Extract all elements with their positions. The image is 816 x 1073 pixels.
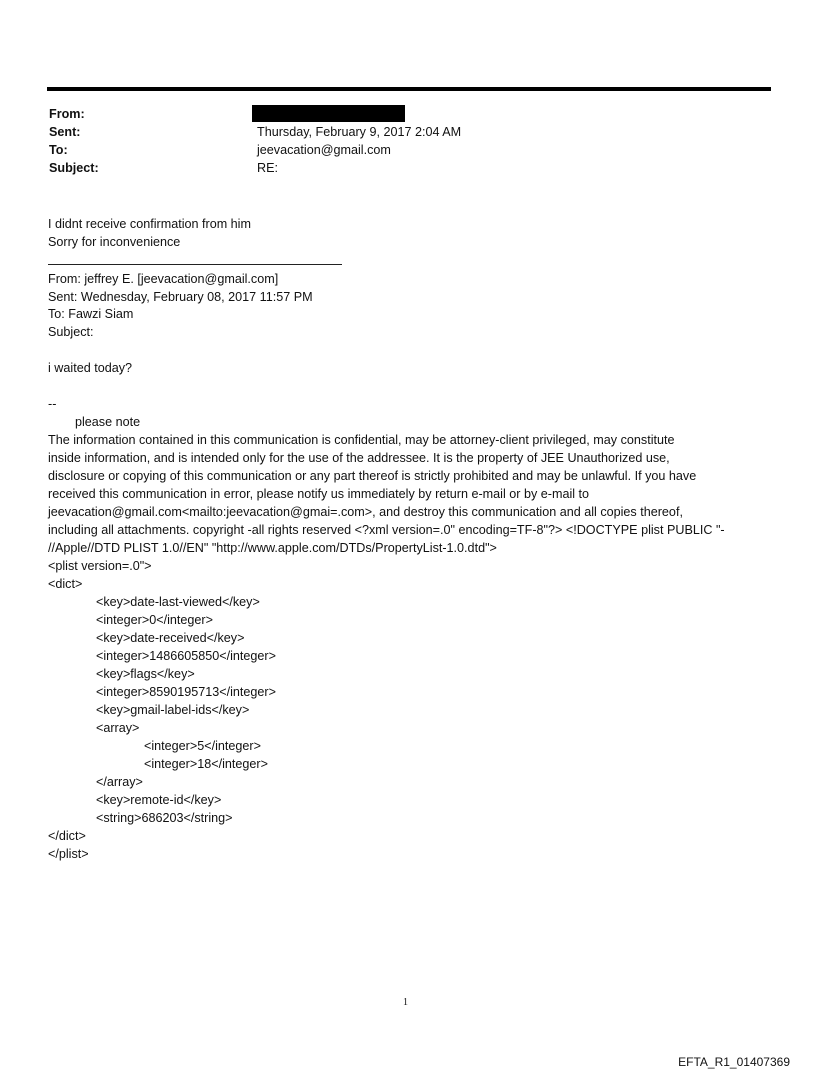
top-rule	[47, 87, 771, 91]
plist-line: <integer>0</integer>	[96, 613, 213, 627]
plist-line: <integer>1486605850</integer>	[96, 649, 276, 663]
reply-line-2: Sorry for inconvenience	[48, 235, 181, 249]
to-label: To:	[49, 143, 68, 157]
plist-line: <integer>5</integer>	[144, 739, 261, 753]
reply-line-1: I didnt receive confirmation from him	[48, 217, 251, 231]
sent-label: Sent:	[49, 125, 81, 139]
redaction-box	[252, 105, 405, 122]
plist-line: </array>	[96, 775, 143, 789]
disclaimer-line: The information contained in this communication is confidential, may be attorney-client privileged, may constitute	[48, 433, 675, 447]
disclaimer-line: received this communication in error, please notify us immediately by return e-mail or by e-mail to	[48, 487, 590, 501]
plist-line: <key>date-last-viewed</key>	[96, 595, 260, 609]
disclaimer-line: disclosure or copying of this communication or any part thereof is strictly prohibited and may be unlawful. If you have	[48, 469, 697, 483]
plist-line: <integer>8590195713</integer>	[96, 685, 276, 699]
plist-line: <string>686203</string>	[96, 811, 233, 825]
separator-line	[48, 264, 342, 265]
bates-number: EFTA_R1_01407369	[678, 1055, 790, 1069]
subject-label: Subject:	[49, 161, 99, 175]
from-label: From:	[49, 107, 85, 121]
plist-line: <plist version=.0">	[48, 559, 152, 573]
plist-line: <key>remote-id</key>	[96, 793, 222, 807]
disclaimer-paragraph	[48, 431, 768, 557]
plist-line: <key>gmail-label-ids</key>	[96, 703, 250, 717]
plist-line: </plist>	[48, 847, 89, 861]
plist-line: </dict>	[48, 829, 86, 843]
plist-line: <dict>	[48, 577, 83, 591]
plist-line: <key>date-received</key>	[96, 631, 245, 645]
plist-line: <key>flags</key>	[96, 667, 195, 681]
signature-dashes: --	[48, 397, 57, 411]
quoted-subject: Subject:	[48, 325, 94, 339]
subject-value: RE:	[257, 161, 278, 175]
quoted-to: To: Fawzi Siam	[48, 307, 134, 321]
disclaimer-line: //Apple//DTD PLIST 1.0//EN" "http://www.apple.com/DTDs/PropertyList-1.0.dtd">	[48, 541, 497, 555]
disclaimer-line: including all attachments. copyright -all rights reserved <?xml version=.0" encoding=TF-8"?> <!DOCTYPE plist PUBLIC "-	[48, 523, 725, 537]
quoted-sent: Sent: Wednesday, February 08, 2017 11:57 PM	[48, 290, 313, 304]
plist-line: <integer>18</integer>	[144, 757, 268, 771]
sent-value: Thursday, February 9, 2017 2:04 AM	[257, 125, 462, 139]
quoted-from: From: jeffrey E. [jeevacation@gmail.com]	[48, 272, 279, 286]
signature-note: please note	[75, 415, 141, 429]
page-number: 1	[403, 997, 408, 1008]
disclaimer-line: jeevacation@gmail.com<mailto:jeevacation@gmai=.com>, and destroy this communication and all copies thereof,	[48, 505, 683, 519]
quoted-message: i waited today?	[48, 361, 133, 375]
plist-line: <array>	[96, 721, 140, 735]
to-value: jeevacation@gmail.com	[257, 143, 391, 157]
disclaimer-line: inside information, and is intended only for the use of the addressee. It is the property of JEE Unauthorized use,	[48, 451, 670, 465]
